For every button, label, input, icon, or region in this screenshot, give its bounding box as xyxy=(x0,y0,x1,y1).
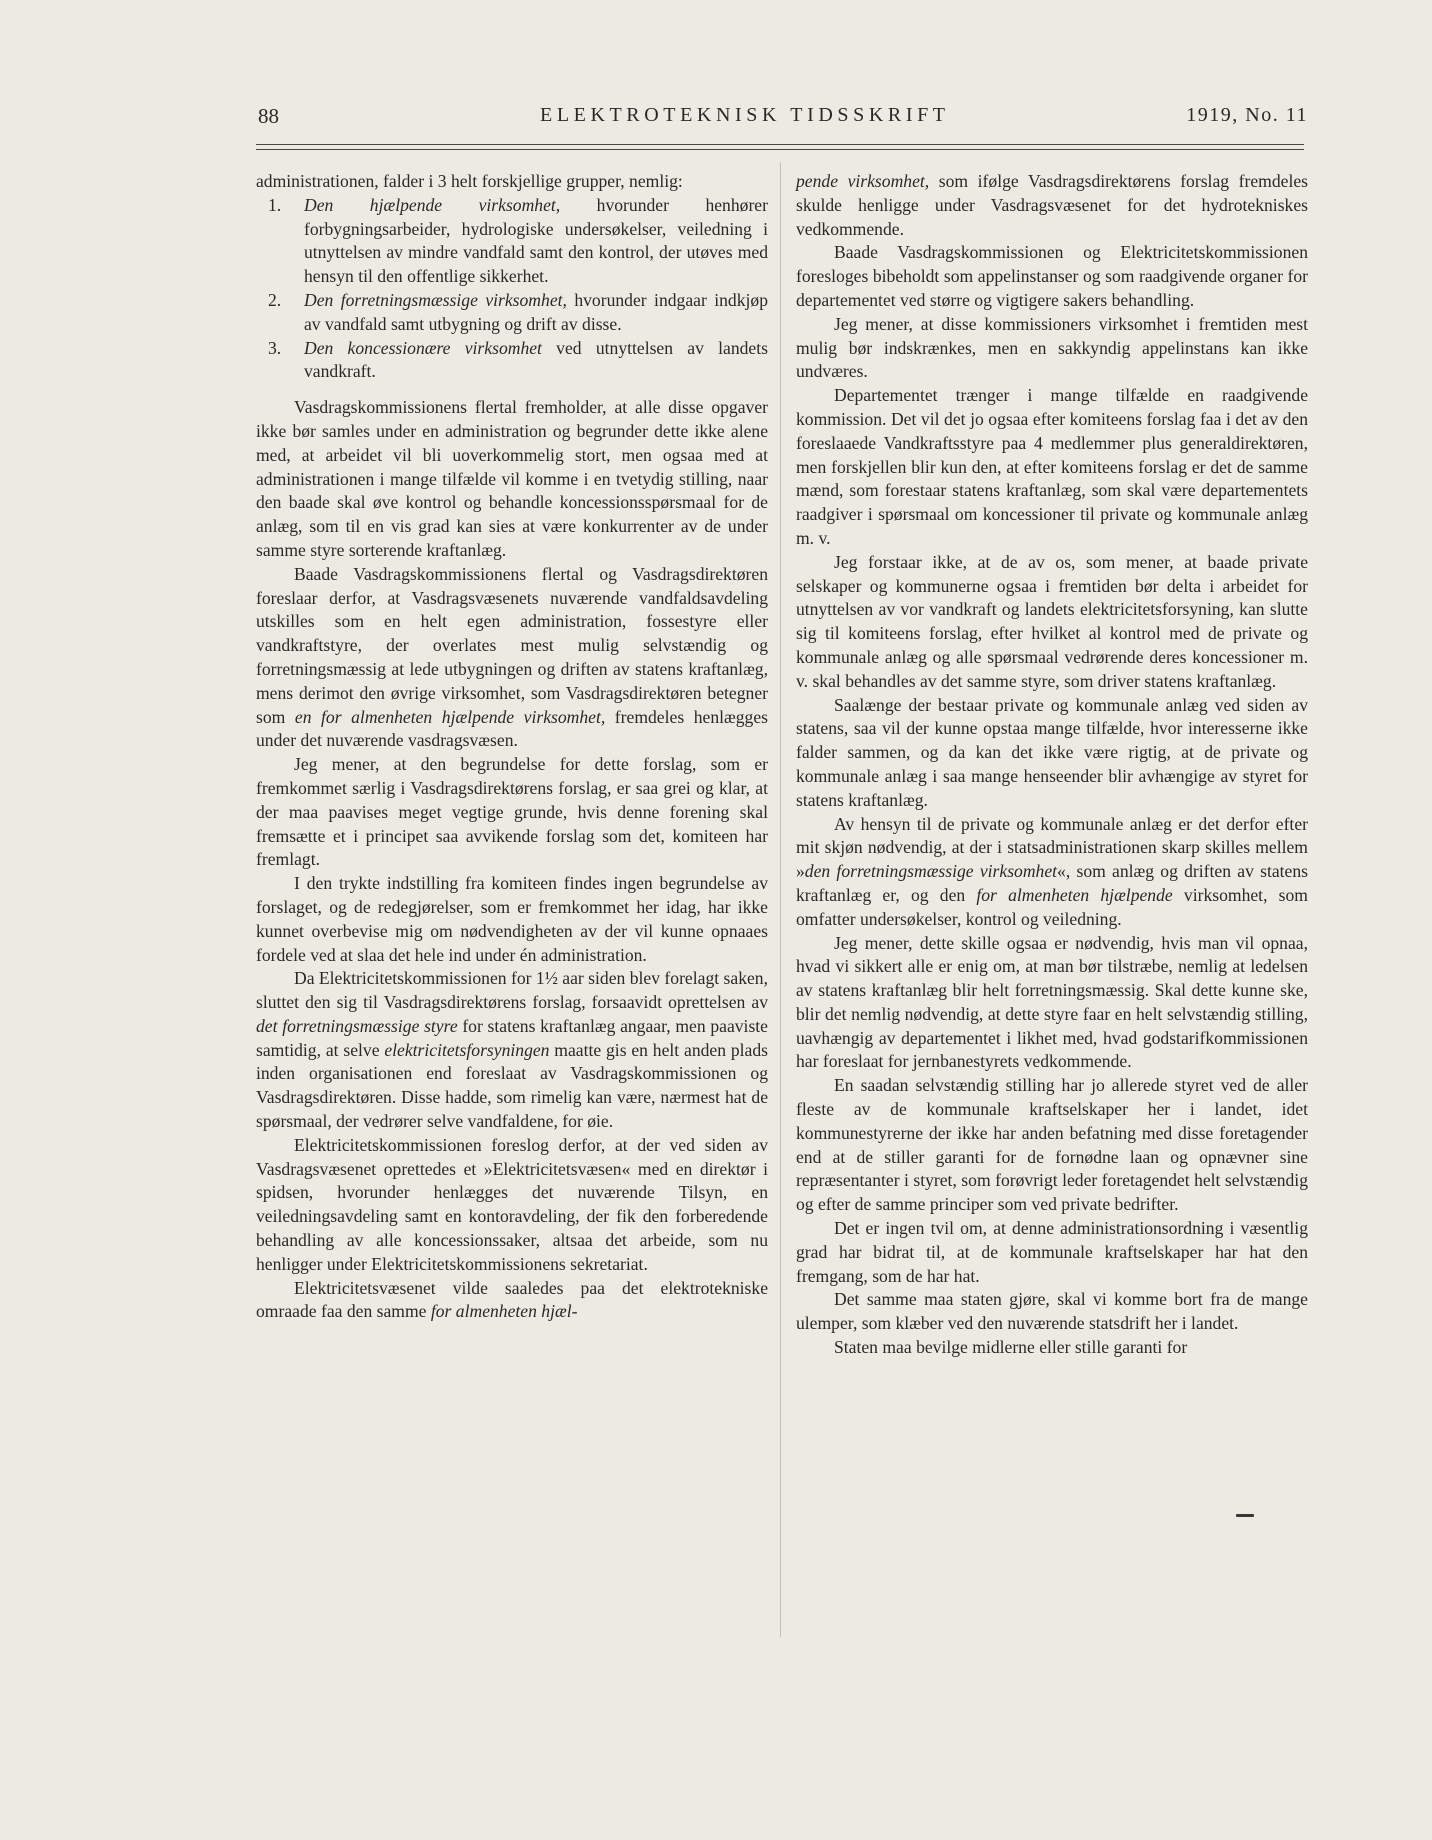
numbered-list xyxy=(256,194,768,384)
intro-paragraph: administrationen, falder i 3 helt forskjellige grupper, nemlig: xyxy=(256,171,683,191)
paragraph: Elektricitetskommissionen foreslog derfor, at der ved siden av Vasdragsvæsenet oprettedes et »Elektricitetsvæsen« med en direktør i spidsen, hvorunder henlægges det nuværende Tilsyn, en veiledningsavdeling samt en kontoravdeling, der fik den forberedende behandling av alle koncessionssaker, altsaa det arbeide, som nu henligger under Elektricitetskommissionens sekretariat. xyxy=(256,1134,768,1274)
list-item-italic: Den koncessionære virksomhet xyxy=(304,337,542,358)
paragraph: Staten maa bevilge midlerne eller stille garanti for xyxy=(834,1337,1188,1358)
page-header xyxy=(258,104,1308,134)
paragraph: Av hensyn til de private og kommunale anlæg er det derfor efter mit skjøn nødvendig, at der i statsadministrationen skarp skilles mellem »den forretningsmæssige virksomhet«, som anlæg og driften av statens kraftanlæg er, og den for almenheten hjælpende virksomhet, som omfatter undersøkelser, kontrol og veiledning. xyxy=(796,813,1308,929)
list-item-text: hvorunder henhører forbygningsarbeider, hydrologiske undersøkelser, veiledning i utnyttelsen av mindre vandfald samt den kontrol, der utøves med hensyn til den offentlige sikkerhet. xyxy=(304,194,768,287)
list-item-text: ved utnyttelsen av landets vandkraft. xyxy=(304,337,768,382)
list-item-text: hvorunder indgaar indkjøp av vandfald samt utbygning og drift av disse. xyxy=(304,289,768,334)
list-item-italic: Den forretningsmæssige virksomhet, xyxy=(304,289,567,310)
list-item xyxy=(256,194,768,289)
paragraph: Jeg mener, dette skille ogsaa er nødvendig, hvis man vil opnaa, hvad vi sikkert alle er enig om, at man bør tilstræbe, nemlig at ledelsen av statens kraftanlæg blir helt forretningsmæssig. Skal dette kunne ske, blir det nemlig nødvendig, at dette styre faar en helt selvstændig stilling, uavhængig av departementet i likhet med, hvad godstarifkommissionen har foreslaat for jernbanestyrets vedkommende. xyxy=(796,932,1308,1072)
paragraph: Departementet trænger i mange tilfælde en raadgivende kommission. Det vil det jo ogsaa efter komiteens forslag faa i det av den foreslaaede Vandkraftsstyre paa 4 medlemmer plus generaldirektøren, men forskjellen blir kun den, at efter komiteens forslag er det de samme mænd, som forestaar statens kraftanlæg, som skal være departementets raadgiver i spørsmaal om koncessioner til private og kommunale anlæg m. v. xyxy=(796,385,1308,548)
paragraph: Da Elektricitetskommissionen for 1½ aar siden blev forelagt saken, sluttet den sig til Vasdragsdirektørens forslag, forsaavidt oprettelsen av det forretningsmæssige styre for statens kraftanlæg angaar, men paaviste samtidig, at selve elektricitetsforsyningen maatte gis en helt anden plads inden organisationen end foreslaat av Vasdragskommissionen og Vasdragsdirektøren. Disse hadde, som rimelig kan være, nærmest hat de spørsmaal, der vedrører selve vandfaldene, for øie. xyxy=(256,968,768,1132)
paragraph: pende virksomhet, som ifølge Vasdragsdirektørens forslag fremdeles skulde henligge under Vasdragsvæsenet for det hydrotekniskes vedkommende. xyxy=(796,171,1308,239)
left-column xyxy=(256,170,768,1324)
list-item xyxy=(256,337,768,385)
paragraph: Vasdragskommissionens flertal fremholder, at alle disse opgaver ikke bør samles under en administration og begrunder dette ikke alene med, at arbeidet vil bli uoverkommelig stort, men ogsaa med at administrationen i mange tilfælde vil komme i en tvetydig stilling, naar den baade skal øve kontrol og behandle koncessionsspørsmaal for de anlæg, som til en vis grad kan sies at være konkurrenter av de under samme styre sorterende kraftanlæg. xyxy=(256,397,768,560)
paragraph: Jeg mener, at den begrundelse for dette forslag, som er fremkommet særlig i Vasdragsdirektørens forslag, er saa grei og klar, at der maa paavises meget vegtige grunde, hvis denne forening skal fremsætte et i principet saa avvikende forslag som det, komiteen har fremlagt. xyxy=(256,754,768,870)
paragraph: Det er ingen tvil om, at denne administrationsordning i væsentlig grad har bidrat til, at de kommunale kraftselskaper har hat den fremgang, som de har hat. xyxy=(796,1218,1308,1286)
paragraph: Jeg mener, at disse kommissioners virksomhet i fremtiden mest mulig bør indskrænkes, men en sakkyndig appelinstans kan ikke undværes. xyxy=(796,313,1308,382)
paragraph: Det samme maa staten gjøre, skal vi komme bort fra de mange ulemper, som klæber ved den nuværende statsdrift her i landet. xyxy=(796,1289,1308,1334)
header-rule xyxy=(256,144,1304,150)
page-number: 88 xyxy=(258,104,279,128)
list-item xyxy=(256,289,768,337)
list-item-italic: Den hjælpende virksomhet, xyxy=(304,194,561,215)
paragraph: Baade Vasdragskommissionen og Elektricitetskommissionen foresloges bibeholdt som appelinstanser og som raadgivende organer for departementet ved større og vigtigere sakers behandling. xyxy=(796,242,1308,310)
list-number: 2. xyxy=(268,289,282,310)
paragraph: En saadan selvstændig stilling har jo allerede styret ved de aller fleste av de kommunale kraftselskaper her i landet, idet kommunestyrerne der ikke har anden befatning med disse foretagender end at de stiller garanti for de fornødne laan og opnævner sine repræsentanter i styret, som forøvrigt leder foretagendet helt selvstændig og efter de samme principer som ved private bedrifter. xyxy=(796,1075,1308,1215)
right-column xyxy=(796,170,1308,1360)
journal-title: ELEKTROTEKNISK TIDSSKRIFT xyxy=(540,104,950,126)
paragraph: I den trykte indstilling fra komiteen findes ingen begrundelse av forslaget, og de redegjørelser, som er fremkommet her idag, har ikke kunnet overbevise mig om nødvendigheten av der vil kunne opnaaes fordele ved at slaa det hele ind under én administration. xyxy=(256,873,768,965)
list-number: 3. xyxy=(268,337,282,358)
paragraph: Elektricitetsvæsenet vilde saaledes paa det elektrotekniske omraade faa den samme for almenheten hjæl- xyxy=(256,1277,768,1322)
issue-label: 1919, No. 11 xyxy=(1186,104,1308,126)
paragraph: Jeg forstaar ikke, at de av os, som mener, at baade private selskaper og kommunerne ogsaa i fremtiden bør delta i arbeidet for utnyttelsen av vor vandkraft og landets elektricitetsforsyning, kan slutte sig til komiteens forslag, efter hvilket al kontrol med de private og kommunale anlæg og alle spørsmaal vedrørende deres koncessioner m. v. skal behandles av det samme styre, som driver statens kraftanlæg. xyxy=(796,551,1308,691)
paragraph: Saalænge der bestaar private og kommunale anlæg ved siden av statens, saa vil der kunne opstaa mange tilfælde, hvor interesserne ikke falder sammen, og da kan det ikke være rigtig, at de private og kommunale anlæg i saa mange henseender blir avhængige av styret for statens kraftanlæg. xyxy=(796,694,1308,810)
ink-mark xyxy=(1236,1514,1254,1517)
column-divider xyxy=(780,162,781,1637)
paragraph: Baade Vasdragskommissionens flertal og Vasdragsdirektøren foreslaar derfor, at Vasdragsvæsenets nuværende vandfaldsavdeling utskilles som en helt egen administration, fossestyre eller vandkraftstyre, der overlates mest mulig selvstændig og forretningsmæssig at lede utbygningen og driften av statens kraftanlæg, mens derimot den øvrige virksomhet, som Vasdragsdirektøren betegner som en for almenheten hjælpende virksomhet, fremdeles henlægges under det nuværende vasdragsvæsen. xyxy=(256,563,768,751)
list-number: 1. xyxy=(268,194,282,215)
